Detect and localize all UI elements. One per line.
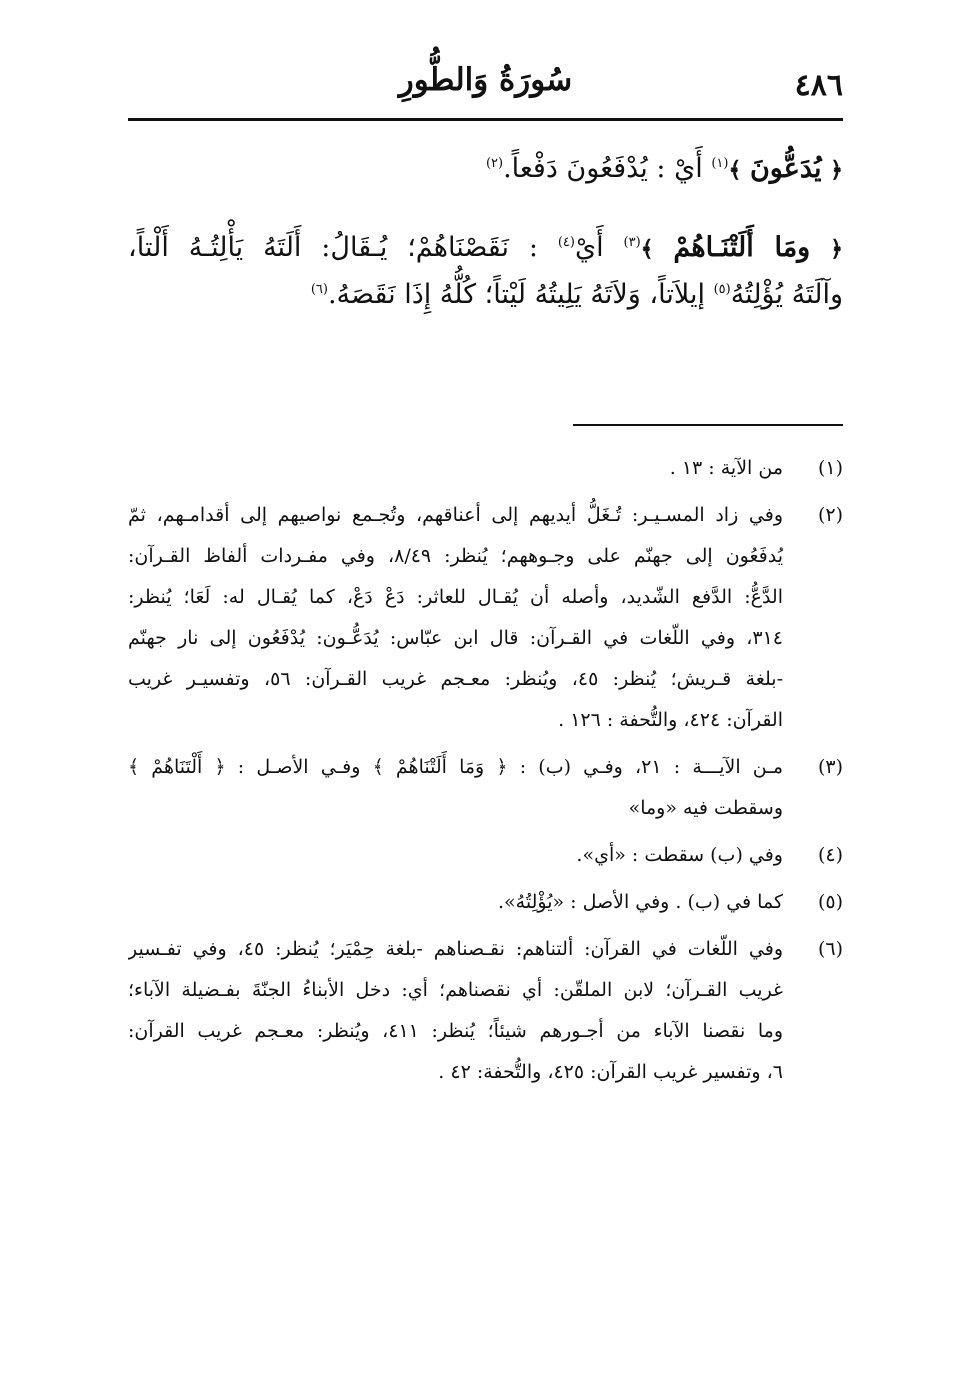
footnote-number: (٤) [817, 844, 843, 866]
page-header [128, 62, 843, 120]
footnote-line: وسقطت فيه «وما» [628, 797, 783, 819]
quran-bracket-open: ﴿ [830, 157, 843, 183]
footnote-line: -بلغة قـريش؛ يُنظر: ٤٥، ويُنظر: معـجم غريب القـرآن: ٥٦، وتفسيـر غريب [128, 668, 783, 690]
footnote [128, 448, 843, 489]
footnote [128, 835, 843, 876]
footnote-number: (٢) [817, 504, 843, 526]
quran-phrase: ومَا أَلَتْنَـاهُمْ [673, 232, 811, 263]
footnote-line: وفي اللّغات في القرآن: ألتناهم: نقـصناهم -بلغة حِمْيَر؛ يُنظر: ٤٥، وفي تفـسير [128, 938, 783, 960]
footnote-line: كما في (ب) . وفي الأصل : «يُؤْلِتُهُ». [498, 891, 783, 913]
footnote-number: (٣) [817, 756, 843, 778]
gloss-text: أَيْ : يُدْفَعُونَ دَفْعاً. [503, 153, 712, 184]
footnote-ref: (٤) [557, 235, 575, 250]
footnote-line: وفي زاد المسـيـر: تُـغَلُّ أيديهم إلى أعناقهم، وتُجـمع نواصيهم إلى أقدامـهم، ثمّ [128, 504, 783, 526]
footnote-ref: (٢) [485, 156, 504, 171]
page-number: ٤٨٦ [794, 68, 843, 103]
footnote-line: ٣١٤، وفي اللّغات في القـرآن: قال ابن عبّاس: يُدَعُّـون: يُدْفَعُون إلى نار جهنّم [128, 627, 783, 649]
footnote-line: وما نقصنا الآباء من أجـورهم شيئاً؛ يُنظر: ٤١١، ويُنظر: معـجم غريب القرآن: [128, 1020, 783, 1042]
gloss-text: وآلَتَهُ يُؤْلِتُهُ [730, 279, 843, 310]
footnote [128, 747, 843, 829]
footnote-number: (١) [817, 457, 843, 479]
gloss-text: : نَقَصْنَاهُمْ؛ يُـقَالُ: أَلَتَهُ يَأْلِتُـهُ أَلْتاً، [128, 232, 558, 263]
footnote-ref: (٥) [713, 282, 731, 297]
footnote-ref: (١) [711, 156, 729, 171]
footnote [128, 929, 843, 1093]
footnote-line: غريب القـرآن؛ لابن الملقّن: أي نقصناهم؛ أي: دخل الأبناءُ الجنّةَ بفـضيلة الآباء؛ [128, 979, 783, 1001]
footnote-ref: (٣) [623, 235, 641, 250]
surah-title: سُورَةُ وَالطُّورِ [398, 62, 573, 98]
header-rule [128, 118, 843, 121]
footnote-line: وفي (ب) سقطت : «أي». [576, 844, 783, 866]
footnotes [128, 448, 843, 1099]
gloss-text: إيلاَتاً، وَلاَتَهُ يَلِيتُهُ لَيْتاً؛ كُلُّهُ إِذَا نَقَصَهُ. [327, 279, 714, 310]
footnote [128, 495, 843, 741]
footnote-line: يُدفَعُون إلى جهنّم على وجـوههم؛ يُنظر: ٨/٤٩، وفي مفـردات ألفاظ القـرآن: [128, 545, 783, 567]
gloss-text: أَيْ [574, 232, 624, 263]
entry-line [128, 225, 843, 272]
footnote-line: مـن الآيـــة : ٢١، وفـي (ب) : ﴿ وَمَا أَلَتْنَاهُمْ ﴾ وفـي الأصـل : ﴿ أَلْتَنَاهُمْ ﴾ [128, 756, 783, 778]
footnote-line: من الآية : ١٣ . [669, 457, 783, 479]
quran-bracket-close: ﴾ [728, 157, 742, 183]
quran-bracket-close: ﴾ [640, 236, 654, 262]
main-text [128, 146, 843, 318]
footnote-line: الدَّعُّ: الدَّفع الشّديد، وأصله أن يُقـال للعاثر: دَعْ دَعْ، كما يُقـال له: لَعَا؛ يُنظر: [128, 586, 783, 608]
entry-line [128, 272, 843, 318]
quran-bracket-open: ﴿ [830, 236, 843, 262]
footnote-line: القرآن: ٤٢٤، والتُّحفة : ١٢٦ . [558, 709, 783, 731]
footnote-number: (٥) [817, 891, 843, 913]
footnote-ref: (٦) [310, 282, 328, 297]
footnote-separator [573, 424, 843, 426]
footnote-line: ٦، وتفسير غريب القرآن: ٤٢٥، والتُّحفة: ٤٢ . [438, 1061, 783, 1083]
footnote [128, 882, 843, 923]
footnote-number: (٦) [817, 938, 843, 960]
entry-line [128, 146, 843, 193]
quran-phrase: يُدَعُّونَ [749, 153, 822, 184]
